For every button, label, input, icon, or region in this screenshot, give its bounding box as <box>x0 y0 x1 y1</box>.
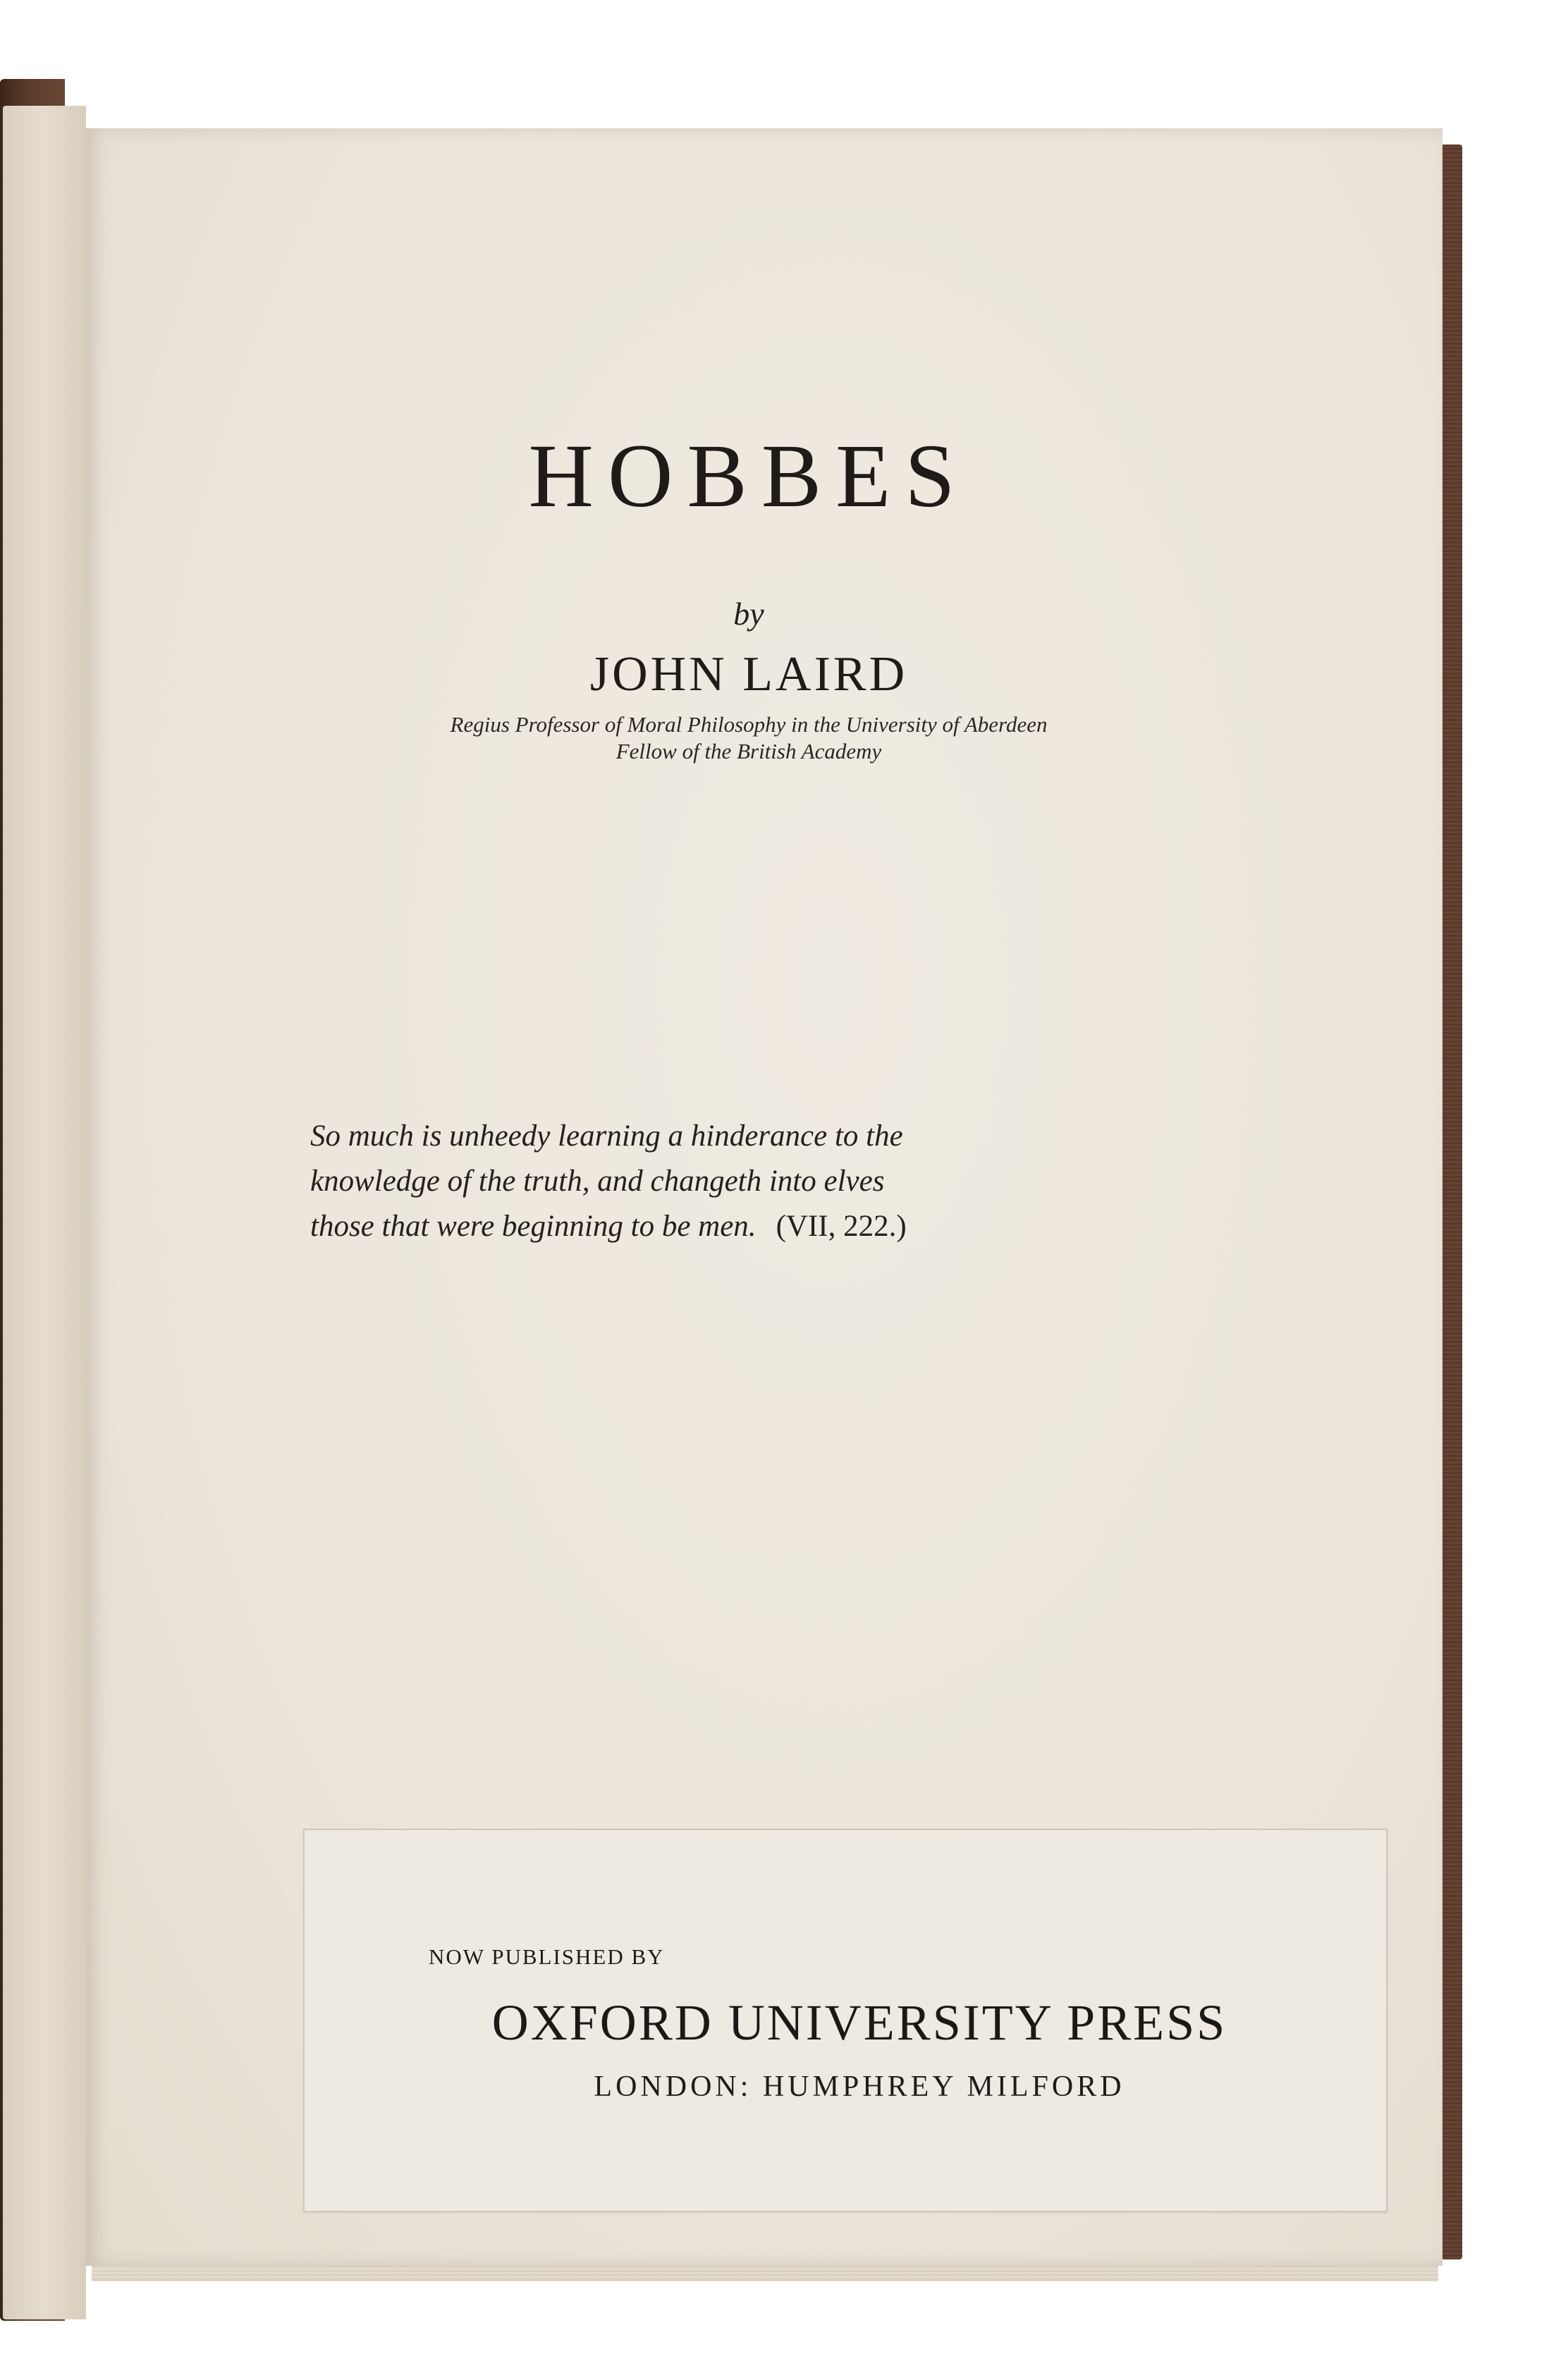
epigraph <box>310 1114 1156 1249</box>
facing-page-edge <box>3 106 86 2319</box>
by-line: by <box>733 596 764 632</box>
epigraph-line-3-text: those that were beginning to be men. <box>310 1210 757 1243</box>
publisher-slip <box>303 1829 1388 2212</box>
epigraph-citation: (VII, 222.) <box>776 1210 907 1243</box>
book-title: HOBBES <box>528 426 969 526</box>
author-name: JOHN LAIRD <box>589 647 908 701</box>
author-affiliation-1: Regius Professor of Moral Philosophy in the University of Aberdeen <box>450 712 1048 737</box>
author-affiliation-2: Fellow of the British Academy <box>615 739 882 763</box>
epigraph-line-2: knowledge of the truth, and changeth into elves <box>310 1165 885 1198</box>
publisher-imprint: LONDON: HUMPHREY MILFORD <box>594 2071 1125 2103</box>
title-page <box>86 128 1443 2266</box>
epigraph-line-3 <box>310 1204 1156 1249</box>
slip-label: NOW PUBLISHED BY <box>429 1944 665 1969</box>
epigraph-line-1: So much is unheedy learning a hinderance to the <box>310 1120 903 1153</box>
publisher-name: OXFORD UNIVERSITY PRESS <box>491 1994 1227 2051</box>
